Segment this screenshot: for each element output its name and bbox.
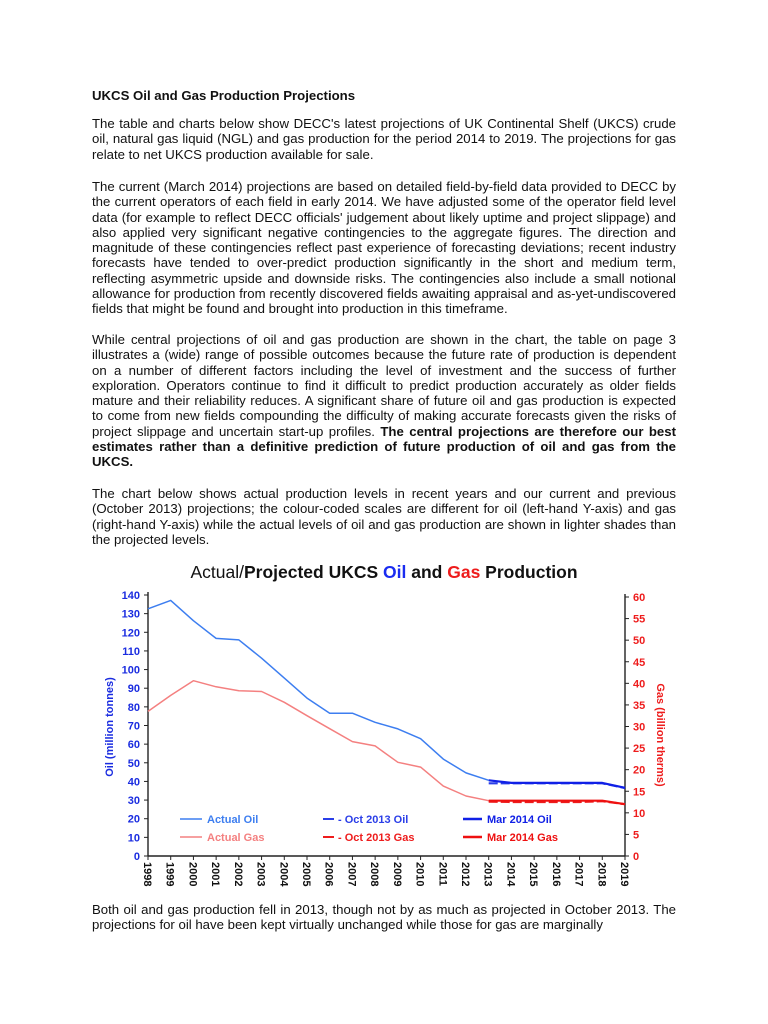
x-tick-label-year: 2011 [436,862,449,886]
series-line-actual-oil [148,600,489,780]
paragraph-chart-intro: The chart below shows actual production levels in recent years and our current and previous (October 2013) projections; the colour-coded scales are different for oil (left-hand Y-axis) and gas (right-hand Y-axis) while the actual levels of oil and gas production are shown in lighter shades than the projected levels. [92,486,676,547]
legend-label-mar2014-gas: Mar 2014 Gas [487,832,558,844]
y-tick-label-oil: 60 [127,739,140,752]
y-tick-label-gas: 45 [633,656,646,669]
y-tick-label-oil: 110 [122,645,140,658]
x-tick-label-year: 2003 [254,862,267,887]
y-tick-label-oil: 0 [133,851,140,863]
y-tick-label-oil: 100 [121,664,140,677]
x-tick-label-year: 2019 [618,862,630,887]
y-tick-label-gas: 40 [633,678,646,691]
y-tick-label-gas: 30 [633,721,646,734]
paragraph-intro: The table and charts below show DECC's latest projections of UK Continental Shelf (UKCS) crude oil, natural gas liquid (NGL) and gas production for the period 2014 to 2019. The projections for gas relate to net UKCS production available for sale. [92,116,676,162]
y-tick-label-oil: 50 [127,757,140,770]
y-tick-label-oil: 80 [127,701,140,714]
x-tick-label-year: 2017 [572,862,585,887]
chart-title-part: Actual/ [190,562,244,582]
chart-title-gas: Gas [447,562,481,582]
paragraph-uncertainty-text: While central projections of oil and gas production are shown in the chart, the table on page 3 illustrates a (wide) range of possible outcomes because the future rate of production is dependent on a number of different factors including the level of investment and the success of further exploration. Operators continue to find it difficult to predict production accurately as older fields mature and their reliability reduces. A significant share of future oil and gas production is expected to come from new fields compounding the difficulty of making accurate forecasts given the risks of project slippage and uncertain start-up profiles. [92,332,676,439]
x-tick-label-year: 2008 [368,862,381,887]
y-tick-label-gas: 20 [633,764,646,777]
y-tick-label-gas: 50 [633,635,646,648]
x-axis-years [141,856,630,887]
x-tick-label-year: 2006 [322,862,335,887]
y-tick-label-gas: 10 [633,807,646,820]
y-tick-label-gas: 25 [633,743,646,756]
x-tick-label-year: 2005 [300,862,312,887]
y-tick-label-oil: 90 [127,683,140,696]
x-tick-label-year: 2018 [595,862,608,887]
chart-legend [180,814,558,844]
legend-label-actual-oil: Actual Oil [207,814,259,826]
x-tick-label-year: 2001 [209,862,222,887]
x-tick-label-year: 2009 [390,862,403,887]
y-tick-label-oil: 20 [127,813,140,826]
y-tick-label-oil: 120 [121,627,140,640]
y-axis-oil [122,590,148,863]
y-tick-label-gas: 5 [633,829,640,842]
x-tick-label-year: 2014 [504,862,517,887]
x-tick-label-year: 1999 [163,862,176,887]
y-tick-label-oil: 70 [127,720,140,733]
paragraph-conclusion: Both oil and gas production fell in 2013, though not by as much as projected in October 2013. The projections for oil have been kept virtually unchanged while those for gas are marginally [92,902,676,933]
y-tick-label-oil: 130 [121,608,140,621]
chart-title-part: Production [480,562,578,582]
x-tick-label-year: 2015 [527,862,540,887]
x-tick-label-year: 2000 [186,862,199,887]
y-tick-label-oil: 140 [121,590,140,602]
paragraph-uncertainty-bold: The central projections are therefore our best estimates rather than a definitive prediction of future production of oil and gas from the UKCS. [92,423,676,470]
chart-title-part: Projected UKCS [243,562,384,582]
y-tick-label-gas: 35 [633,699,646,712]
y-tick-label-oil: 10 [127,832,140,845]
y-axis-gas [625,592,645,863]
x-tick-label-year: 2010 [413,862,426,887]
legend-label-oct2013-gas: - Oct 2013 Gas [338,832,415,844]
section-heading: UKCS Oil and Gas Production Projections [92,88,356,103]
chart-title-oil: Oil [383,562,407,582]
x-tick-label-year: 2013 [481,862,494,887]
y-tick-label-gas: 15 [633,786,646,799]
legend-label-actual-gas: Actual Gas [207,832,265,844]
legend-label-mar2014-oil: Mar 2014 Oil [487,814,552,826]
y-axis-label-oil: Oil (million tonnes) [104,677,116,777]
paragraph-projection-basis: The current (March 2014) projections are based on detailed field-by-field data provided to DECC by the current operators of each field in early 2014. We have adjusted some of the operator field level data (for example to reflect DECC officials' judgement about likely uptime and project slippage) and also applied very significant negative contingencies to the aggregate figures. The direction and magnitude of these contingencies reflect past experience of forecasting deviations; recent industry forecasts have tended to over-predict production significantly in the short and medium term, reflecting asymmetric upside and downside risks. The contingencies also include a small notional allowance for production from recently discovered fields awaiting appraisal and as-yet-undiscovered fields that might be found and brought into production in this timeframe. [92,179,676,317]
y-tick-label-gas: 60 [633,592,646,604]
x-tick-label-year: 1998 [141,862,153,887]
x-tick-label-year: 2012 [459,862,471,887]
x-tick-label-year: 2002 [231,862,244,887]
series-line-actual-gas [148,681,489,801]
y-tick-label-gas: 55 [633,613,646,626]
y-tick-label-oil: 40 [127,776,140,789]
y-axis-label-gas: Gas (billion therms) [654,683,666,787]
chart-title-part: and [406,562,448,582]
x-tick-label-year: 2016 [549,862,562,887]
legend-label-oct2013-oil: - Oct 2013 Oil [338,814,409,826]
y-tick-label-gas: 0 [633,851,640,863]
x-tick-label-year: 2004 [277,862,290,887]
x-tick-label-year: 2007 [345,862,358,887]
y-tick-label-oil: 30 [127,795,140,808]
chart-series [148,600,625,804]
